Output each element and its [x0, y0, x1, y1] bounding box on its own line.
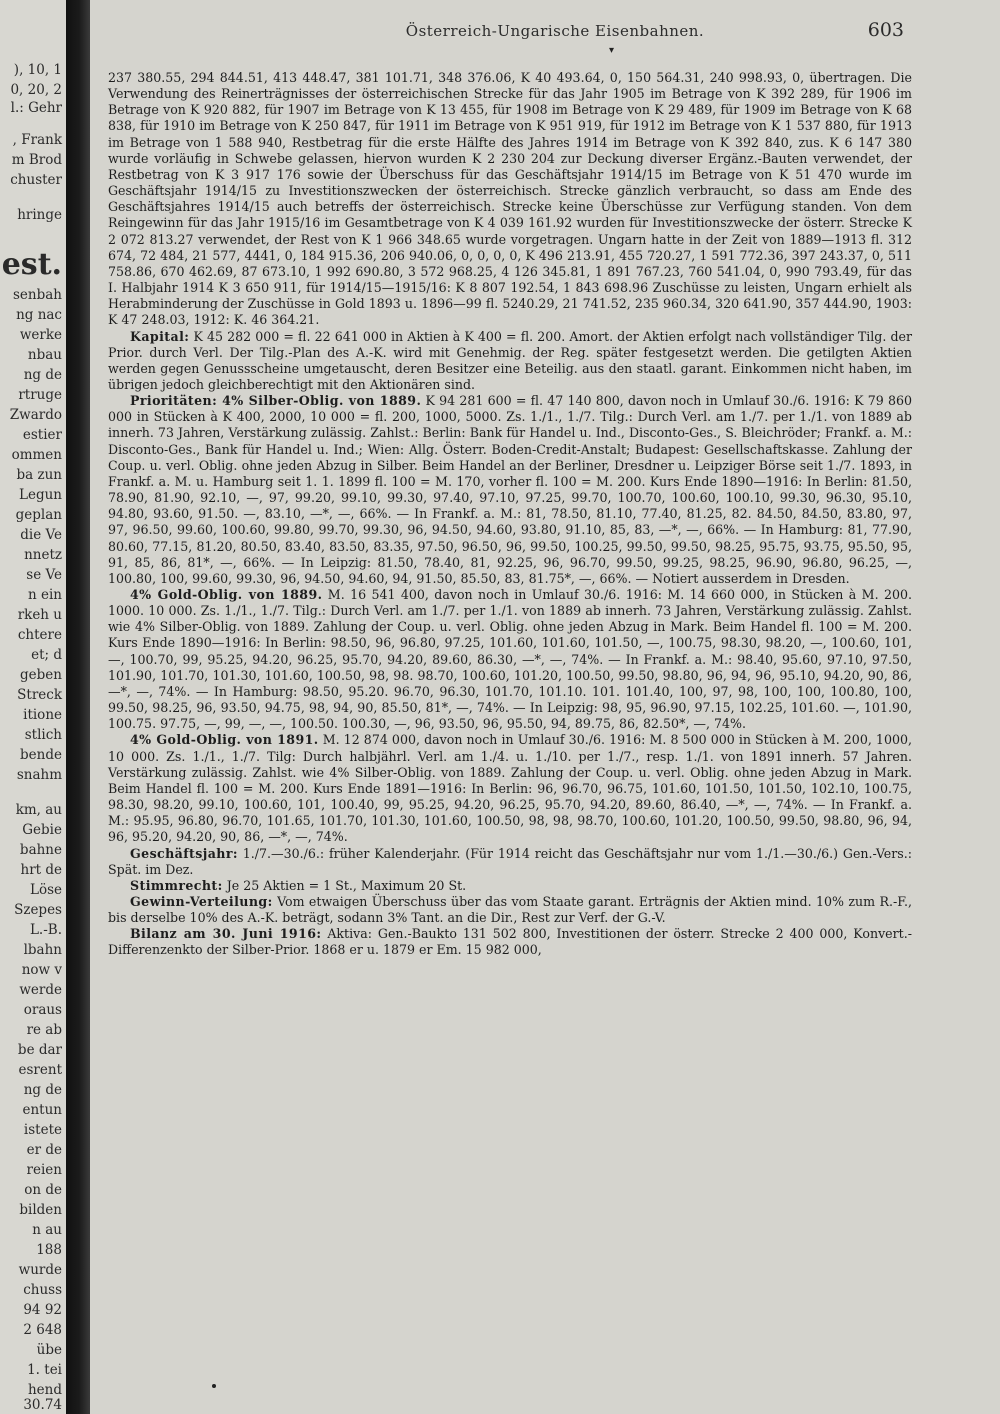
adjacent-page-text-fragment: Szepes: [14, 902, 62, 918]
adjacent-page-text-fragment: 2 648: [23, 1322, 62, 1338]
adjacent-page-text-fragment: itione: [23, 707, 62, 723]
kapital-heading: Kapital:: [130, 328, 190, 344]
adjacent-page-text-fragment: wurde: [18, 1262, 62, 1278]
adjacent-page-text-fragment: Streck: [17, 687, 62, 703]
adjacent-page-text-fragment: chuster: [10, 172, 62, 188]
stimmrecht-heading: Stimmrecht:: [130, 877, 223, 893]
adjacent-page-text-fragment: ba zun: [16, 467, 62, 483]
book-gutter: [66, 0, 90, 1414]
adjacent-page-text-fragment: hend: [27, 1382, 62, 1398]
adjacent-page-text-fragment: km, au: [15, 802, 62, 818]
body-text: [108, 70, 912, 959]
adjacent-page-text-fragment: chtere: [17, 627, 62, 643]
adjacent-page-text-fragment: re ab: [26, 1022, 62, 1038]
adjacent-page-text-fragment: ng nac: [16, 307, 62, 323]
adjacent-page-text-fragment: rtruge: [18, 387, 62, 403]
document-page: [90, 0, 1000, 1414]
adjacent-page-fragment: [0, 0, 66, 1414]
adjacent-page-text-fragment: bahne: [19, 842, 62, 858]
prioritaeten-heading: Prioritäten: 4% Silber-Oblig. von 1889.: [130, 393, 422, 409]
adjacent-page-text-fragment: werde: [19, 982, 62, 998]
running-header: Österreich-Ungarische Eisenbahnen.: [405, 22, 705, 40]
adjacent-page-text-fragment: hrt de: [20, 862, 62, 878]
adjacent-page-text-fragment: er de: [26, 1142, 62, 1158]
adjacent-page-text-fragment: nnetz: [24, 547, 62, 563]
adjacent-page-text-fragment: est.: [1, 247, 62, 282]
adjacent-page-text-fragment: nbau: [27, 347, 62, 363]
adjacent-page-text-fragment: n au: [32, 1222, 62, 1238]
gewinn-verteilung-heading: Gewinn-Verteilung:: [130, 893, 273, 909]
adjacent-page-text-fragment: ommen: [11, 447, 62, 463]
paragraph-prioritaeten: Prioritäten: 4% Silber-Oblig. von 1889. K 94 281 600 = fl. 47 140 800, davon noch in Umlauf 30./6. 1916: K 79 860 000 in Stücken à K 400, 2000, 10 000 = fl. 200, 1000, 5000. Zs. 1./1., 1./7. Tilg.: Durch Verl. am 1./7. per 1./1. von 1889 ab innerh. 73 Jahren, Verstärkung zulässig. Zahlst.: Berlin: Bank für Handel u. Ind., Disconto-Ges., S. Bleichröder; Frankf. a. M.: Disconto-Ges., Bank für Handel u. Ind.; Wien: Allg. Österr. Boden-Credit-Anstalt; Budapest: Gesellschaftskasse. Zahlung der Coup. u. verl. Oblig. ohne jeden Abzug in Silber. Beim Handel an der Berliner, Dresdner u. Leipziger Börse seit 1./7. 1893, in Frankf. a. M. u. Hamburg seit 1. 1. 1899 fl. 100 = M. 170, vorher fl. 100 = M. 200. Kurs Ende 1890—1916: In Berlin: 81.50, 78.90, 81.90, 92.10, —, 97, 99.20, 99.10, 99.30, 97.40, 97.10, 97.25, 99.70, 100.70, 100.60, 100.10, 99.30, 96.30, 95.10, 94.80, 93.60, 91.50. —, 83.10, —*, —, 66%. — In Frankf. a. M.: 81, 78.50, 81.10, 77.40, 81.25, 82. 84.50, 84.50, 83.80, 97, 97, 96.50, 99.60, 100.60, 99.80, 99.70, 99.30, 96, 94.50, 94.60, 93.80, 91.10, 85, 83, —*, —, 66%. — In Hamburg: 81, 77.90, 80.60, 77.15, 81.20, 80.50, 83.40, 83.50, 83.35, 97.50, 96.50, 96, 99.50, 100.25, 99.50, 99.50, 98.25, 95.75, 93.75, 95.50, 95, 91, 85, 86, 81*, —, 66%. — In Leipzig: 81.50, 78.40, 81, 92.25, 96, 96.70, 99.50, 99.25, 98.25, 96.90, 96.80, 96.25, —, 100.80, 100, 99.60, 99.30, 96, 94.50, 94.60, 94, 91.50, 85.50, 83, 81.75*, —, 66%. — Notiert ausserdem in Dresden.: [108, 393, 912, 586]
adjacent-page-text-fragment: snahm: [16, 767, 62, 783]
adjacent-page-text-fragment: lbahn: [23, 942, 62, 958]
adjacent-page-text-fragment: se Ve: [26, 567, 62, 583]
paragraph-reinertrag: 237 380.55, 294 844.51, 413 448.47, 381 101.71, 348 376.06, K 40 493.64, 0, 150 564.31, 240 998.93, 0, übertragen. Die Verwendung des Reinerträgnisses der österreichischen Strecke für das Jahr 1905 im Betrage von K 392 289, für 1906 im Betrage von K 920 882, für 1907 im Betrage von K 13 455, für 1908 im Betrage von K 29 489, für 1909 im Betrage von K 68 838, für 1910 im Betrage von K 250 847, für 1911 im Betrage von K 951 919, für 1912 im Betrage von K 1 537 880, für 1913 im Betrage von 1 588 940, Restbetrag für die erste Hälfte des Jahres 1914 im Betrage von K 392 840, zus. K 6 147 380 wurde vorläufig in Schwebe gelassen, hiervon wurden K 2 230 204 zur Deckung diverser Ergänz.-Bauten verwendet, der Restbetrag von K 3 917 176 sowie der Überschuss für das Geschäftsjahr 1914/15 im Betrage von K 51 470 wurde im Geschäftsjahr 1914/15 zu Investitionszwecken der österreichisch. Strecke gänzlich verbraucht, so dass am Ende des Geschäftsjahres 1914/15 auch betreffs der österreichisch. Strecke keine Überschüsse zur Verfügung standen. Von dem Reingewinn für das Jahr 1915/16 im Gesamtbetrage von K 4 039 161.92 wurden für Investitionszwecke der österr. Strecke K 2 072 813.27 verwendet, der Rest von K 1 966 348.65 wurde vorgetragen. Ungarn hatte in der Zeit von 1889—1913 fl. 312 674, 72 484, 21 577, 4441, 0, 184 915.36, 206 940.06, 0, 0, 0, 0, K 496 213.91, 455 720.27, 1 591 772.36, 397 243.37, 0, 511 758.86, 670 462.69, 87 673.10, 1 992 690.80, 3 572 968.25, 4 126 345.81, 1 891 767.23, 760 541.04, 0, 990 793.49, für das I. Halbjahr 1914 K 3 650 911, für 1914/15—1915/16: K 8 807 192.54, 1 843 698.96 Zuschüsse zu leisten, Ungarn erhielt als Herabminderung der Zuschüsse in Gold 1893 u. 1896—99 fl. 5240.29, 21 741.52, 235 960.34, 320 641.90, 357 444.90, 1903: K 47 248.03, 1912: K. 46 364.21.: [108, 70, 912, 328]
adjacent-page-text-fragment: senbah: [13, 287, 62, 303]
adjacent-page-text-fragment: hringe: [17, 207, 62, 223]
adjacent-page-text-fragment: 188: [36, 1242, 62, 1258]
gold-oblig-1889-heading: 4% Gold-Oblig. von 1889.: [130, 587, 323, 602]
adjacent-page-text-fragment: on de: [24, 1182, 62, 1198]
adjacent-page-text-fragment: L.-B.: [29, 922, 62, 938]
adjacent-page-text-fragment: chuss: [23, 1282, 62, 1298]
adjacent-page-text-fragment: ng de: [23, 1082, 62, 1098]
adjacent-page-text-fragment: 0, 20, 2: [10, 82, 62, 98]
adjacent-page-text-fragment: , Frank: [12, 132, 62, 148]
paragraph-kapital: Kapital: K 45 282 000 = fl. 22 641 000 in Aktien à K 400 = fl. 200. Amort. der Aktien erfolgt nach vollständiger Tilg. der Prior. durch Verl. Der Tilg.-Plan des A.-K. wird mit Genehmig. der Reg. später festgesetzt werden. Die getilgten Aktien werden gegen Genussscheine umgetauscht, deren Besitzer eine Beteilig. aus den staatl. garant. Einkommen nicht haben, im übrigen jedoch gleichberechtigt mit den Aktionären sind.: [108, 328, 912, 392]
print-speck: [212, 1384, 216, 1388]
bilanz-heading: Bilanz am 30. Juni 1916:: [130, 926, 322, 942]
adjacent-page-text-fragment: Gebie: [22, 822, 62, 838]
adjacent-page-text-fragment: rkeh u: [17, 607, 62, 623]
adjacent-page-text-fragment: 30.74: [23, 1397, 62, 1413]
adjacent-page-text-fragment: geplan: [15, 507, 62, 523]
header-mark: ▾: [609, 45, 615, 56]
adjacent-page-text-fragment: geben: [20, 667, 62, 683]
paragraph-gold-oblig-1889: 4% Gold-Oblig. von 1889. M. 16 541 400, davon noch in Umlauf 30./6. 1916: M. 14 660 000, in Stücken à M. 200. 1000. 10 000. Zs. 1./1., 1./7. Tilg.: Durch Verl. am 1./7. per 1./1. von 1889 ab innerh. 73 Jahren, Verstärkung zulässig. Zahlst. wie 4% Silber-Oblig. von 1889. Zahlung der Coup. u. verl. Oblig. ohne jeden Abzug in Mark. Beim Handel fl. 100 = M. 200. Kurs Ende 1890—1916: In Berlin: 98.50, 96, 96.80, 97.25, 101.60, 101.60, 101.50, —, 100.75, 98.30, 98.20, —, 100.60, 101, —, 100.70, 99, 95.25, 94.20, 96.25, 95.70, 94.20, 89.60, 86.30, —*, —, 74%. — In Frankf. a. M.: 98.40, 95.60, 97.10, 97.50, 101.90, 101.70, 101.30, 101.60, 100.50, 98, 98. 98.70, 100.60, 101.20, 100.50, 99.50, 98.80, 96, 94, 96, 95.10, 94.20, 90, 86, —*, —, 74%. — In Hamburg: 98.50, 95.20. 96.70, 96.30, 101.70, 101.10. 101. 101.40, 100, 97, 98, 100, 100, 100.80, 100, 99.50, 98.25, 96, 93.50, 94.75, 98, 94, 90, 85.50, 81*, —, 74%. — In Leipzig: 98, 95, 96.90, 97.15, 102.25, 101.60. —, 101.90, 100.75. 97.75, —, 99, —, —, 100.50. 100.30, —, 96, 93.50, 96, 95.50, 94, 89.75, 86, 82.50*, —, 74%.: [108, 587, 912, 732]
adjacent-page-text-fragment: oraus: [23, 1002, 62, 1018]
paragraph-geschaeftsjahr: Geschäftsjahr: 1./7.—30./6.: früher Kalenderjahr. (Für 1914 reicht das Geschäftsjahr nur vom 1./1.—30./6.) Gen.-Vers.: Spät. im Dez.: [108, 845, 912, 877]
adjacent-page-text-fragment: esrent: [18, 1062, 62, 1078]
paragraph-bilanz: Bilanz am 30. Juni 1916: Aktiva: Gen.-Baukto 131 502 800, Investitionen der österr. Strecke 2 400 000, Konvert.-Differenzenkto der Silber-Prior. 1868 er u. 1879 er Em. 15 982 000,: [108, 926, 912, 958]
paragraph-gewinn-verteilung: Gewinn-Verteilung: Vom etwaigen Überschuss über das vom Staate garant. Erträgnis der Aktien mind. 10% zum R.-F., bis derselbe 10% des A.-K. beträgt, sodann 3% Tant. an die Dir., Rest zur Verf. der G.-V.: [108, 893, 912, 926]
adjacent-page-text-fragment: now v: [21, 962, 62, 978]
adjacent-page-text-fragment: 1. tei: [27, 1362, 62, 1378]
adjacent-page-text-fragment: l.: Gehr: [10, 100, 62, 116]
adjacent-page-text-fragment: Zwardo: [9, 407, 62, 423]
adjacent-page-text-fragment: die Ve: [20, 527, 62, 543]
adjacent-page-text-fragment: reien: [26, 1162, 62, 1178]
adjacent-page-text-fragment: istete: [23, 1122, 62, 1138]
adjacent-page-text-fragment: et; d: [31, 647, 62, 663]
adjacent-page-text-fragment: Legun: [19, 487, 62, 503]
adjacent-page-text-fragment: werke: [19, 327, 62, 343]
adjacent-page-text-fragment: entun: [22, 1102, 62, 1118]
gold-oblig-1891-heading: 4% Gold-Oblig. von 1891.: [130, 732, 319, 748]
adjacent-page-text-fragment: bilden: [19, 1202, 62, 1218]
adjacent-page-text-fragment: be dar: [17, 1042, 62, 1058]
adjacent-page-text-fragment: n ein: [28, 587, 62, 603]
page-number: 603: [867, 19, 904, 41]
adjacent-page-text-fragment: stlich: [24, 727, 62, 743]
adjacent-page-text-fragment: Löse: [29, 882, 62, 898]
paragraph-gold-oblig-1891: 4% Gold-Oblig. von 1891. M. 12 874 000, davon noch in Umlauf 30./6. 1916: M. 8 500 000 in Stücken à M. 200, 1000, 10 000. Zs. 1./1., 1./7. Tilg: Durch halbjährl. Verl. am 1./4. u. 1./10. per 1./7., resp. 1./1. von 1891 innerh. 57 Jahren. Verstärkung zulässig. Zahlst. wie 4% Silber-Oblig. von 1889. Zahlung der Coup. u. verl. Oblig. ohne jeden Abzug in Mark. Beim Handel fl. 100 = M. 200. Kurs Ende 1891—1916: In Berlin: 96, 96.70, 96.75, 101.60, 101.50, 101.50, 102.10, 100.75, 98.30, 98.20, 99.10, 100.60, 101, 100.40, 99, 95.25, 94.20, 96.25, 95.70, 94.20, 89.60, 86.40, —*, —, 74%. — In Frankf. a. M.: 95.95, 96.80, 96.70, 101.65, 101.70, 101.30, 101.60, 100.50, 98, 98, 98.70, 100.60, 101.20, 100.50, 99.50, 98.80, 96, 94, 96, 95.20, 94.20, 90, 86, —*, —, 74%.: [108, 732, 912, 845]
paragraph-stimmrecht: Stimmrecht: Je 25 Aktien = 1 St., Maximum 20 St.: [130, 877, 467, 893]
adjacent-page-text-fragment: bende: [20, 747, 62, 763]
adjacent-page-text-fragment: übe: [36, 1342, 62, 1358]
adjacent-page-text-fragment: ng de: [23, 367, 62, 383]
adjacent-page-text-fragment: m Brod: [11, 152, 62, 168]
adjacent-page-text-fragment: estier: [22, 427, 62, 443]
adjacent-page-text-fragment: 94 92: [23, 1302, 62, 1318]
adjacent-page-text-fragment: ), 10, 1: [13, 62, 62, 78]
geschaeftsjahr-heading: Geschäftsjahr:: [130, 845, 238, 861]
